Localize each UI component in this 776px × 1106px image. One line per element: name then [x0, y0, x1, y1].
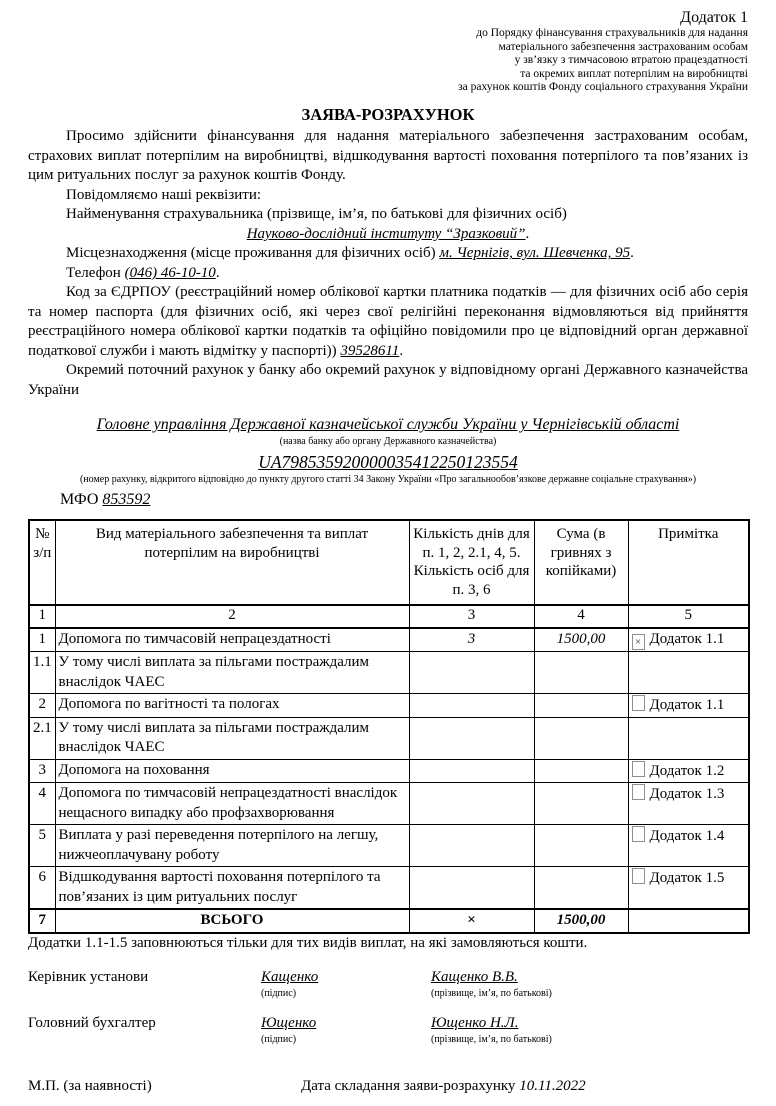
table-row: [29, 867, 749, 910]
fullname-block: [431, 1014, 601, 1045]
cell-note: [628, 694, 749, 718]
cell-num: 1: [29, 628, 55, 652]
header-note: Примітка: [628, 520, 749, 605]
signer-role: Керівник установи: [28, 969, 149, 986]
cell-days: [409, 783, 534, 825]
cell-days: [409, 694, 534, 718]
fullname-block: [431, 968, 601, 999]
cell-sum: [534, 867, 628, 910]
appendices-footnote: Додатки 1.1-1.5 заповнюються тільки для тих видів виплат, на які замовляються кошти.: [28, 934, 588, 951]
period: .: [399, 342, 404, 359]
iban-note: (номер рахунку, відкритого відповідно до пункту другого статті 34 Закону України «Про загальнообов’язкове державне соціальне страхування»): [79, 473, 697, 485]
appendix-label: Додаток 1.1: [649, 697, 725, 714]
payments-table: [28, 519, 750, 934]
cell-sum: [534, 694, 628, 718]
cell-note: [628, 652, 749, 694]
requisites-label: Повідомляємо наші реквізити:: [66, 186, 262, 203]
appendix-checkbox-icon[interactable]: [632, 826, 645, 842]
period: .: [525, 225, 530, 242]
cell-sum: [534, 825, 628, 867]
appendix-checkbox-icon[interactable]: [632, 761, 645, 777]
stamp-label: М.П. (за наявності): [28, 1078, 152, 1095]
edrpou-label: Код за ЄДРПОУ (реєстраційний номер облікової картки платника податків — для фізичних осіб або серія та номер паспорта (для фізичних осіб, які через свої релігійні переконання відмовляються від прийняття реєстраційного номера облікової картки податків та офіційно повідомили про це відповідний орган державної податкової служби і мають відмітку у паспорті)): [28, 284, 748, 359]
insurer-name-label: Найменування страхувальника (прізвище, ім’я, по батькові для фізичних осіб): [66, 206, 567, 223]
mfo-line: [60, 490, 748, 511]
cell-type: Допомога по тимчасовій непрацездатності внаслідок нещасного випадку або профзахворювання: [55, 783, 409, 825]
appendix-header-line: та окремих виплат потерпілим на виробництві: [520, 67, 748, 80]
table-row: [29, 652, 749, 694]
appendix-header-line: матеріального забезпечення застрахованим особам: [498, 40, 748, 53]
cell-days: [409, 652, 534, 694]
col-number: 1: [29, 605, 55, 629]
mfo-value: 853592: [102, 490, 151, 508]
signature-block: [261, 1014, 431, 1045]
account-paragraph: Окремий поточний рахунок у банку або окремий рахунок у відповідному органі Державного казначейства України: [28, 362, 748, 398]
cell-note: [628, 825, 749, 867]
cell-sum: [534, 652, 628, 694]
intro-paragraph: Просимо здійснити фінансування для надання матеріального забезпечення застрахованим особам, страхових виплат потерпілим на виробництві, відшкодування вартості поховання потерпілого та пов’язаних із цим ритуальних послуг за рахунок коштів Фонду.: [28, 128, 748, 184]
appendix-checkbox-icon[interactable]: ×: [632, 634, 645, 650]
appendix-label: Додаток 1.2: [649, 762, 725, 779]
mfo-label: МФО: [60, 490, 99, 508]
signature-value: Ющенко: [261, 1015, 317, 1032]
col-number: 4: [534, 605, 628, 629]
bank-name-value: Головне управління Державної казначейської служби України у Чернігівській області: [96, 416, 680, 434]
fullname-note: (прізвище, ім’я, по батькові): [431, 1033, 552, 1045]
date-value: 10.11.2022: [519, 1078, 586, 1095]
cell-sum: 1500,00: [534, 909, 628, 933]
signature-value: Кащенко: [261, 969, 319, 986]
insurer-name-value: Науково-дослідний інституту “Зразковий”: [246, 225, 526, 242]
signature-note: (підпис): [261, 1033, 297, 1045]
cell-note: [628, 717, 749, 759]
appendix-header-line: у зв’язку з тимчасовою втратою працездатності: [514, 54, 748, 67]
cell-num: 4: [29, 783, 55, 825]
phone-line: [28, 264, 748, 284]
cell-num: 6: [29, 867, 55, 910]
phone-label: Телефон: [66, 264, 121, 281]
column-numbers-row: [29, 605, 749, 629]
period: .: [630, 245, 634, 262]
table-header-row: [29, 520, 749, 605]
location-line: [28, 244, 748, 264]
cell-note: [628, 628, 749, 652]
table-total-row: [29, 909, 749, 933]
cell-note: [628, 909, 749, 933]
cell-note: [628, 783, 749, 825]
cell-days: [409, 867, 534, 910]
table-row: [29, 783, 749, 825]
appendix-header-line: за рахунок коштів Фонду соціального страхування України: [458, 81, 748, 94]
cell-num: 5: [29, 825, 55, 867]
header-sum: Сума (в гривнях з копійками): [534, 520, 628, 605]
cell-type: У тому числі виплата за пільгами постраждалим внаслідок ЧАЕС: [55, 652, 409, 694]
col-number: 2: [55, 605, 409, 629]
cell-note: [628, 867, 749, 910]
fullname-note: (прізвище, ім’я, по батькові): [431, 987, 552, 999]
header-num: № з/п: [29, 520, 55, 605]
appendix-checkbox-icon[interactable]: [632, 784, 645, 800]
period: .: [215, 264, 220, 281]
iban-value: UA798535920000035412250123554: [258, 452, 518, 473]
signer-role: Головний бухгалтер: [28, 1015, 156, 1032]
signature-block: [261, 968, 431, 999]
bottom-row: [28, 1077, 748, 1097]
table-row: [29, 717, 749, 759]
signature-note: (підпис): [261, 987, 297, 999]
cell-num: 1.1: [29, 652, 55, 694]
cell-type: Допомога по тимчасовій непрацездатності: [55, 628, 409, 652]
date-line: [301, 1077, 586, 1097]
cell-num: 2: [29, 694, 55, 718]
fullname-value: Ющенко Н.Л.: [431, 1015, 519, 1032]
header-days: Кількість днів для п. 1, 2, 2.1, 4, 5. Кількість осіб для п. 3, 6: [409, 520, 534, 605]
cell-num: 3: [29, 759, 55, 783]
signature-row: [28, 1014, 748, 1045]
cell-days: ×: [409, 909, 534, 933]
table-row: [29, 759, 749, 783]
appendix-checkbox-icon[interactable]: [632, 868, 645, 884]
cell-days: [409, 717, 534, 759]
cell-sum: 1500,00: [534, 628, 628, 652]
cell-days: [409, 825, 534, 867]
cell-days: 3: [409, 628, 534, 652]
cell-type: Допомога по вагітності та пологах: [55, 694, 409, 718]
header-type: Вид матеріального забезпечення та виплат потерпілим на виробництві: [55, 520, 409, 605]
appendix-label: Додаток 1.5: [649, 870, 725, 887]
table-row: [29, 825, 749, 867]
table-row: [29, 628, 749, 652]
fullname-value: Кащенко В.В.: [431, 969, 518, 986]
cell-type: Виплата у разі переведення потерпілого на легшу, нижчеоплачувану роботу: [55, 825, 409, 867]
appendix-label: Додаток 1.1: [649, 631, 725, 648]
cell-sum: [534, 717, 628, 759]
appendix-number: Додаток 1: [680, 9, 748, 26]
iban-line: [28, 451, 748, 474]
appendix-checkbox-icon[interactable]: [632, 695, 645, 711]
cell-type: Відшкодування вартості поховання потерпілого та пов’язаних із цим ритуальних послуг: [55, 867, 409, 910]
cell-days: [409, 759, 534, 783]
insurer-name-line: [28, 225, 748, 245]
location-label: Місцезнаходження (місце проживання для фізичних осіб): [66, 245, 436, 262]
cell-num: 2.1: [29, 717, 55, 759]
cell-note: [628, 759, 749, 783]
page-title: ЗАЯВА-РОЗРАХУНОК: [301, 105, 475, 124]
col-number: 5: [628, 605, 749, 629]
signature-row: [28, 968, 748, 999]
appendix-header: [28, 8, 748, 95]
edrpou-paragraph: [28, 283, 748, 361]
table-row: [29, 694, 749, 718]
col-number: 3: [409, 605, 534, 629]
appendix-label: Додаток 1.4: [649, 828, 725, 845]
cell-type: Допомога на поховання: [55, 759, 409, 783]
cell-type: У тому числі виплата за пільгами постраждалим внаслідок ЧАЕС: [55, 717, 409, 759]
bank-name-line: [28, 415, 748, 436]
cell-num: 7: [29, 909, 55, 933]
appendix-label: Додаток 1.3: [649, 786, 725, 803]
cell-sum: [534, 759, 628, 783]
edrpou-value: 39528611: [340, 342, 400, 359]
date-label: Дата складання заяви-розрахунку: [301, 1078, 516, 1095]
bank-name-note: (назва банку або органу Державного казначейства): [279, 436, 497, 448]
cell-type: ВСЬОГО: [55, 909, 409, 933]
location-value: м. Чернігів, вул. Шевченка, 95: [439, 245, 631, 262]
appendix-header-line: до Порядку фінансування страхувальників для надання: [476, 27, 748, 40]
phone-value: (046) 46-10-10: [124, 264, 216, 281]
cell-sum: [534, 783, 628, 825]
